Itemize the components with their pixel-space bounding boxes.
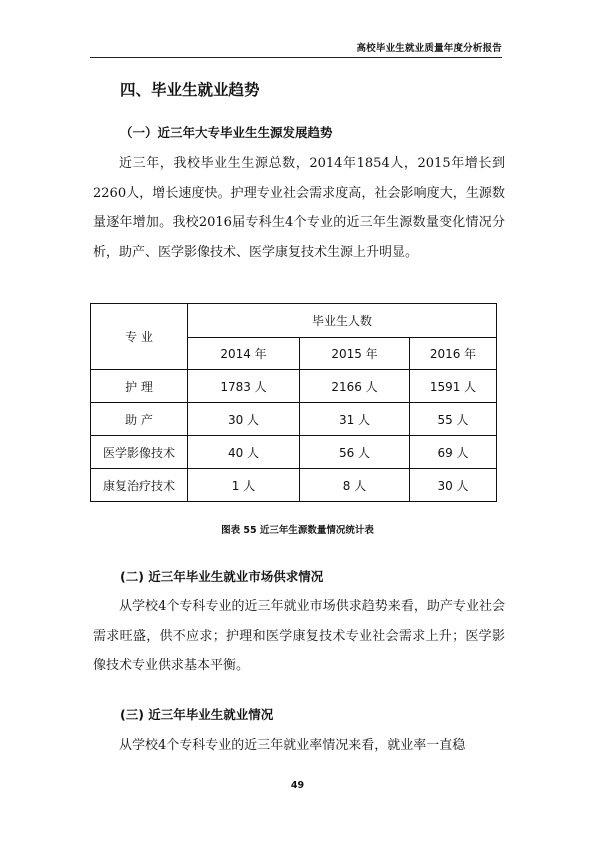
column-header-graduates: 毕业生人数: [188, 304, 497, 338]
table-cell: 1 人: [188, 469, 300, 502]
table-cell: 30 人: [188, 403, 300, 436]
table-row: [91, 403, 497, 436]
row-major: 康复治疗技术: [91, 469, 188, 502]
table-cell: 40 人: [188, 436, 300, 469]
row-major: 医学影像技术: [91, 436, 188, 469]
row-major: 助 产: [91, 403, 188, 436]
column-header-year: 2014 年: [188, 338, 300, 370]
table-cell: 56 人: [300, 436, 410, 469]
subsection-1-body: 近三年，我校毕业生生源总数，2014年1854人，2015年增长到2260人，增长速度快。护理专业社会需求度高，社会影响度大，生源数量逐年增加。我校2016届专科生4个专业的近三年生源数量变化情况分析，助产、医学影像技术、医学康复技术生源上升明显。: [93, 156, 505, 260]
table-cell: 55 人: [410, 403, 497, 436]
running-header: 高校毕业生就业质量年度分析报告: [356, 43, 502, 54]
section-title: 四、毕业生就业趋势: [120, 81, 260, 99]
table-cell: 69 人: [410, 436, 497, 469]
column-header-year: 2015 年: [300, 338, 410, 370]
table-cell: 30 人: [410, 469, 497, 502]
table-cell: 2166 人: [300, 370, 410, 403]
table-caption: 图表 55 近三年生源数量情况统计表: [221, 525, 374, 536]
subsection-2-title: (二) 近三年毕业生就业市场供求情况: [120, 569, 324, 584]
table-row: [91, 469, 497, 502]
subsection-2-body: 从学校4个专科专业的近三年就业市场供求趋势来看，助产专业社会需求旺盛，供不应求；护理和医学康复技术专业社会需求上升；医学影像技术专业供求基本平衡。: [93, 599, 505, 673]
row-major: 护 理: [91, 370, 188, 403]
enrollment-table: [90, 303, 497, 502]
page-number: 49: [290, 780, 305, 791]
column-header-major: 专 业: [91, 304, 188, 370]
table-row: [91, 436, 497, 469]
subsection-3-title: (三) 近三年毕业生就业情况: [120, 707, 274, 722]
table-cell: 1783 人: [188, 370, 300, 403]
table-cell: 1591 人: [410, 370, 497, 403]
subsection-1-title: （一）近三年大专毕业生生源发展趋势: [120, 125, 333, 140]
table-cell: 31 人: [300, 403, 410, 436]
header-rule: [90, 57, 502, 58]
table-row: [91, 370, 497, 403]
table-cell: 8 人: [300, 469, 410, 502]
subsection-3-body: 从学校4个专科专业的近三年就业率情况来看，就业率一直稳: [119, 738, 466, 753]
column-header-year: 2016 年: [410, 338, 497, 370]
